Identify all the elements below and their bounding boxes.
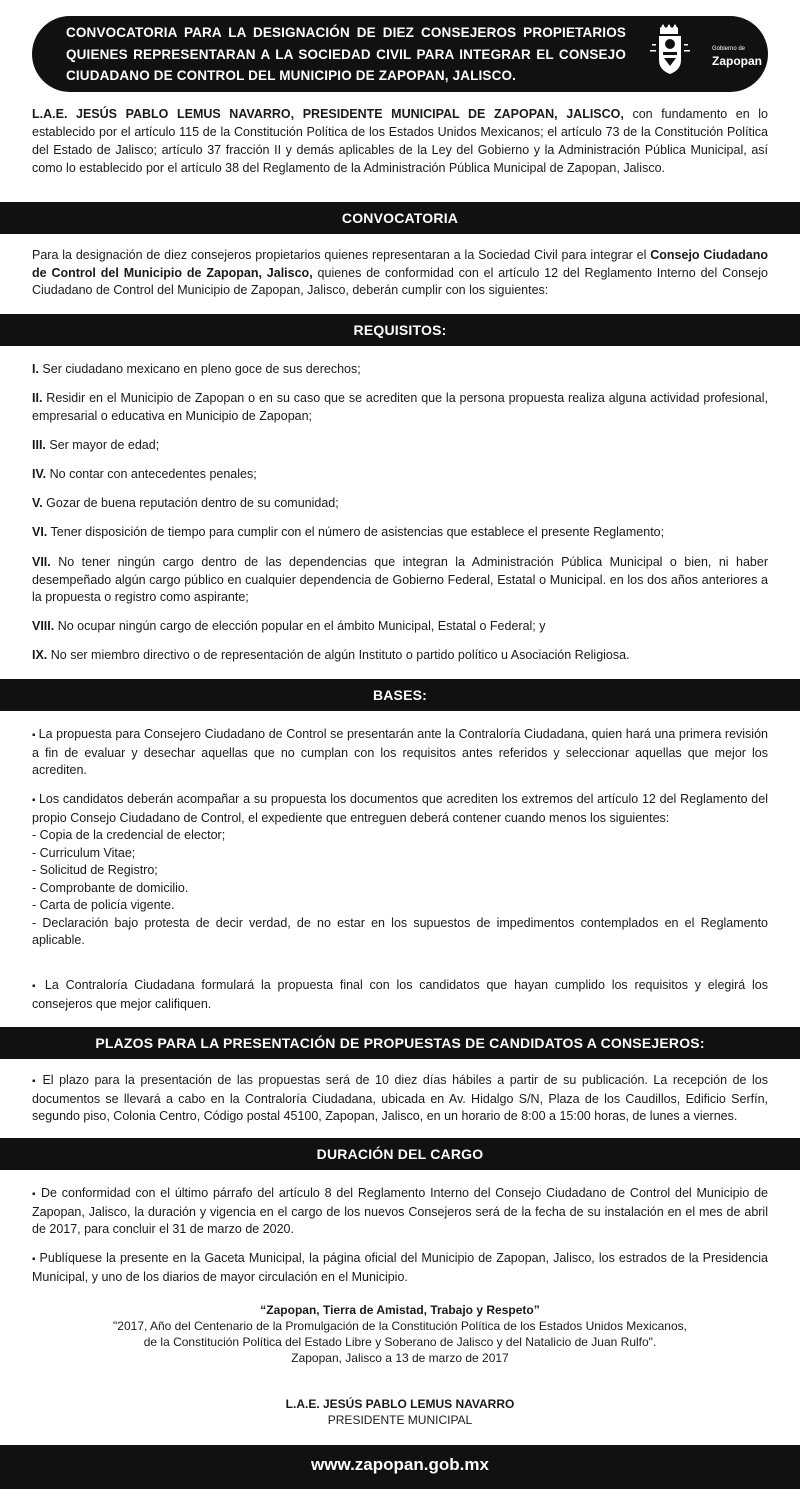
document-list-item: - Copia de la credencial de elector; [32,828,226,842]
zapopan-logo [624,24,764,84]
plazos-heading: PLAZOS PARA LA PRESENTACIÓN DE PROPUESTAS DE CANDIDATOS A CONSEJEROS: [0,1027,800,1059]
requisitos-heading: REQUISITOS: [0,314,800,346]
year-dedication-line-1: "2017, Año del Centenario de la Promulgación de la Constitución Política de los Estados Unidos Mexicanos, [113,1319,687,1333]
bases-paragraph-2 [32,791,768,950]
signatory-name: L.A.E. JESÚS PABLO LEMUS NAVARRO [285,1397,515,1411]
requisito-item: IV. No contar con antecedentes penales; [32,467,257,481]
document-title: CONVOCATORIA PARA LA DESIGNACIÓN DE DIEZ CONSEJEROS PROPIETARIOS QUIENES REPRESENTARAN A LA SOCIEDAD CIVIL PARA INTEGRAR EL CONSEJO CIUDADANO DE CONTROL DEL MUNICIPIO DE ZAPOPAN, JALISCO. [66,25,626,83]
slogan: “Zapopan, Tierra de Amistad, Trabajo y Respeto” [260,1303,540,1317]
requisito-item: VI. Tener disposición de tiempo para cumplir con el número de asistencias que establece el presente Reglamento; [32,525,665,539]
convocatoria-bold: Consejo Ciudadano de Control del Municipio de Zapopan, Jalisco, [32,248,768,280]
duracion-paragraph-1: ▪ De conformidad con el último párrafo del artículo 8 del Reglamento Interno del Consejo Ciudadano de Control del Municipio de Zapopan, Jalisco, la duración y vigencia en el cargo de los nuevos Consejeros será de la fecha de su instalación en el mes de abril de 2017, para concluir el 31 de marzo de 2020. [32,1185,768,1239]
requisito-item: II. Residir en el Municipio de Zapopan o en su caso que se acrediten que la persona propuesta realiza alguna actividad profesional, empresarial o educativa en Municipio de Zapopan; [32,391,768,423]
intro-text: con fundamento en lo establecido por el artículo 115 de la Constitución Política de los Estados Unidos Mexicanos; el artículo 73 de la Constitución Política del Estado de Jalisco; artículo 37 fracción II y demás aplicables de la Ley del Gobierno y la Administración Pública Municipal, así como lo establecido por el artículo 38 del Reglamento de la Administración Pública Municipal de Zapopan, Jalisco. [32,107,769,175]
requisito-item: I. Ser ciudadano mexicano en pleno goce de sus derechos; [32,362,361,376]
document-list-item: - Declaración bajo protesta de decir verdad, de no estar en los supuestos de impedimentos contemplados en el Reglamento aplicable. [32,915,768,947]
intro-bold: L.A.E. JESÚS PABLO LEMUS NAVARRO, PRESIDENTE MUNICIPAL DE ZAPOPAN, JALISCO, [32,107,624,121]
logo-name: Zapopan [712,54,762,68]
bases-paragraph-3: ▪ La Contraloría Ciudadana formulará la propuesta final con los candidatos que hayan cumplido los requisitos y elegirá los consejeros que mejor califiquen. [32,977,768,1013]
place-date: Zapopan, Jalisco a 13 de marzo de 2017 [291,1351,509,1365]
bases-paragraph-1: ▪ La propuesta para Consejero Ciudadano de Control se presentarán ante la Contraloría Ciudadana, quien hará una primera revisión a fin de evaluar y desechar aquellas que no cumplan con los requisitos antes referidos y seleccionar aquellas que mejor los acrediten. [32,726,768,780]
logo-subtitle: Gobierno de [712,46,746,52]
signature-block [32,1396,768,1428]
document-list-item: - Comprobante de domicilio. [32,880,189,895]
convocatoria-paragraph [32,247,768,300]
plazos-paragraph: ▪ El plazo para la presentación de las propuestas será de 10 diez días hábiles a partir de su publicación. La recepción de los documentos se llevará a cabo en la Contraloría Ciudadana, ubicada en Av. Hidalgo S/N, Plaza de los Caudillos, Edificio Serfín, segundo piso, Colonia Centro, Código postal 45100, Zapopan, Jalisco, en un horario de 8:00 a 15:00 horas, de lunes a viernes. [32,1072,768,1126]
document-list-item: - Curriculum Vitae; [32,845,136,860]
convocatoria-text-end: quienes de conformidad con el artículo 12 del Reglamento Interno del Consejo Ciudadano de Control del Municipio de Zapopan, Jalisco, deberán cumplir con los siguientes: [32,265,768,297]
document-list-item: - Solicitud de Registro; [32,863,158,877]
header-banner [32,16,768,92]
requisito-item: VII. No tener ningún cargo dentro de las dependencias que integran la Administración Pública Municipal o bien, ni haber desempeñado algún cargo público en cualquier dependencia de Gobierno Federal, Estatal o Municipal. en los dos años anteriores a la propuesta o registro como aspirante; [32,555,768,604]
requisito-item: III. Ser mayor de edad; [32,438,160,452]
coat-of-arms-icon [624,24,704,84]
intro-paragraph [32,105,768,177]
duracion-heading: DURACIÓN DEL CARGO [0,1138,800,1170]
requisito-item: VIII. No ocupar ningún cargo de elección popular en el ámbito Municipal, Estatal o Federal; y [32,619,546,633]
bases-heading: BASES: [0,679,800,711]
document-list-item: - Carta de policía vigente. [32,898,175,912]
year-dedication-line-2: de la Constitución Política del Estado Libre y Soberano de Jalisco y del Natalicio de Juan Rulfo". [143,1335,657,1349]
requisito-item: V. Gozar de buena reputación dentro de su comunidad; [32,496,339,510]
bases-p2-text: ▪ Los candidatos deberán acompañar a su propuesta los documentos que acrediten los extremos del artículo 12 del Reglamento del propio Consejo Ciudadano de Control, el expediente que entreguen deberá contener cuando menos los siguientes: [32,791,768,827]
signatory-title: PRESIDENTE MUNICIPAL [327,1413,473,1427]
convocatoria-heading: CONVOCATORIA [0,202,800,234]
closing-block [32,1302,768,1366]
website-link[interactable]: www.zapopan.gob.mx [311,1455,489,1474]
convocatoria-text: Para la designación de diez consejeros propietarios quienes representaran a la Sociedad Civil para integrar el [32,248,651,262]
footer-banner [0,1445,800,1489]
requisito-item: IX. No ser miembro directivo o de representación de algún Instituto o partido político u Asociación Religiosa. [32,648,630,662]
duracion-paragraph-2: ▪ Publíquese la presente en la Gaceta Municipal, la página oficial del Municipio de Zapopan, Jalisco, los estrados de la Presidencia Municipal, y uno de los diarios de mayor circulación en el Municipio. [32,1250,768,1286]
